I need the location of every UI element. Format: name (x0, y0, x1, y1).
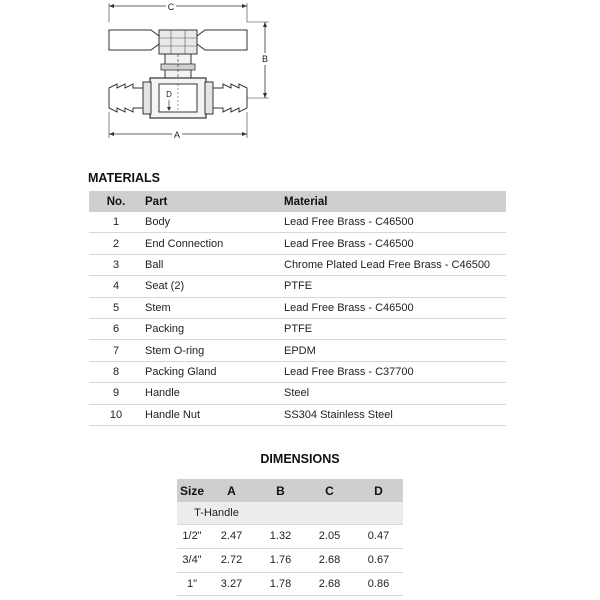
row-no: 2 (89, 233, 143, 254)
row-material: Chrome Plated Lead Free Brass - C46500 (282, 254, 506, 275)
row-a: 2.47 (207, 525, 256, 549)
row-c: 2.05 (305, 525, 354, 549)
row-part: Body (143, 212, 282, 233)
row-b: 1.78 (256, 572, 305, 596)
row-part: Seat (2) (143, 276, 282, 297)
materials-table (89, 191, 506, 426)
table-row (89, 254, 506, 275)
row-part: Stem (143, 297, 282, 318)
row-no: 1 (89, 212, 143, 233)
dimensions-header-row (177, 479, 403, 502)
table-row (177, 525, 403, 549)
row-part: End Connection (143, 233, 282, 254)
row-material: Lead Free Brass - C46500 (282, 212, 506, 233)
row-no: 8 (89, 361, 143, 382)
row-material: Lead Free Brass - C46500 (282, 297, 506, 318)
table-row (89, 318, 506, 339)
table-row (89, 233, 506, 254)
row-c: 2.68 (305, 572, 354, 596)
table-row (89, 361, 506, 382)
valve-drawing (95, 0, 295, 150)
row-d: 0.47 (354, 525, 403, 549)
group-label: T-Handle (177, 502, 256, 525)
table-row (89, 276, 506, 297)
header-size: Size (177, 479, 207, 502)
row-no: 3 (89, 254, 143, 275)
row-part: Packing Gland (143, 361, 282, 382)
row-no: 6 (89, 318, 143, 339)
row-d: 0.86 (354, 572, 403, 596)
row-d: 0.67 (354, 548, 403, 572)
row-no: 10 (89, 404, 143, 425)
row-part: Ball (143, 254, 282, 275)
group-row (177, 502, 403, 525)
header-no: No. (89, 191, 143, 212)
dim-label-a: A (173, 130, 181, 140)
dimensions-table (177, 479, 403, 596)
row-size: 1" (177, 572, 207, 596)
header-part: Part (143, 191, 282, 212)
table-row (89, 383, 506, 404)
row-material: SS304 Stainless Steel (282, 404, 506, 425)
row-material: Lead Free Brass - C46500 (282, 233, 506, 254)
row-part: Handle Nut (143, 404, 282, 425)
row-material: Steel (282, 383, 506, 404)
row-material: PTFE (282, 318, 506, 339)
row-part: Handle (143, 383, 282, 404)
row-b: 1.76 (256, 548, 305, 572)
row-material: EPDM (282, 340, 506, 361)
row-part: Packing (143, 318, 282, 339)
row-no: 9 (89, 383, 143, 404)
table-row (177, 572, 403, 596)
dimensions-title: DIMENSIONS (260, 452, 340, 466)
row-no: 7 (89, 340, 143, 361)
dim-label-c: C (167, 2, 175, 12)
table-row (89, 297, 506, 318)
row-c: 2.68 (305, 548, 354, 572)
row-a: 3.27 (207, 572, 256, 596)
table-row (89, 404, 506, 425)
group-spacer (256, 502, 403, 525)
row-a: 2.72 (207, 548, 256, 572)
row-size: 3/4" (177, 548, 207, 572)
materials-title: MATERIALS (88, 171, 160, 185)
header-b: B (256, 479, 305, 502)
header-d: D (354, 479, 403, 502)
dim-label-b: B (261, 54, 269, 64)
row-size: 1/2" (177, 525, 207, 549)
materials-header-row (89, 191, 506, 212)
table-row (89, 212, 506, 233)
row-part: Stem O-ring (143, 340, 282, 361)
table-row (177, 548, 403, 572)
header-c: C (305, 479, 354, 502)
row-no: 4 (89, 276, 143, 297)
row-b: 1.32 (256, 525, 305, 549)
header-a: A (207, 479, 256, 502)
row-no: 5 (89, 297, 143, 318)
table-row (89, 340, 506, 361)
dim-label-d: D (166, 90, 172, 99)
row-material: Lead Free Brass - C37700 (282, 361, 506, 382)
row-material: PTFE (282, 276, 506, 297)
header-material: Material (282, 191, 506, 212)
